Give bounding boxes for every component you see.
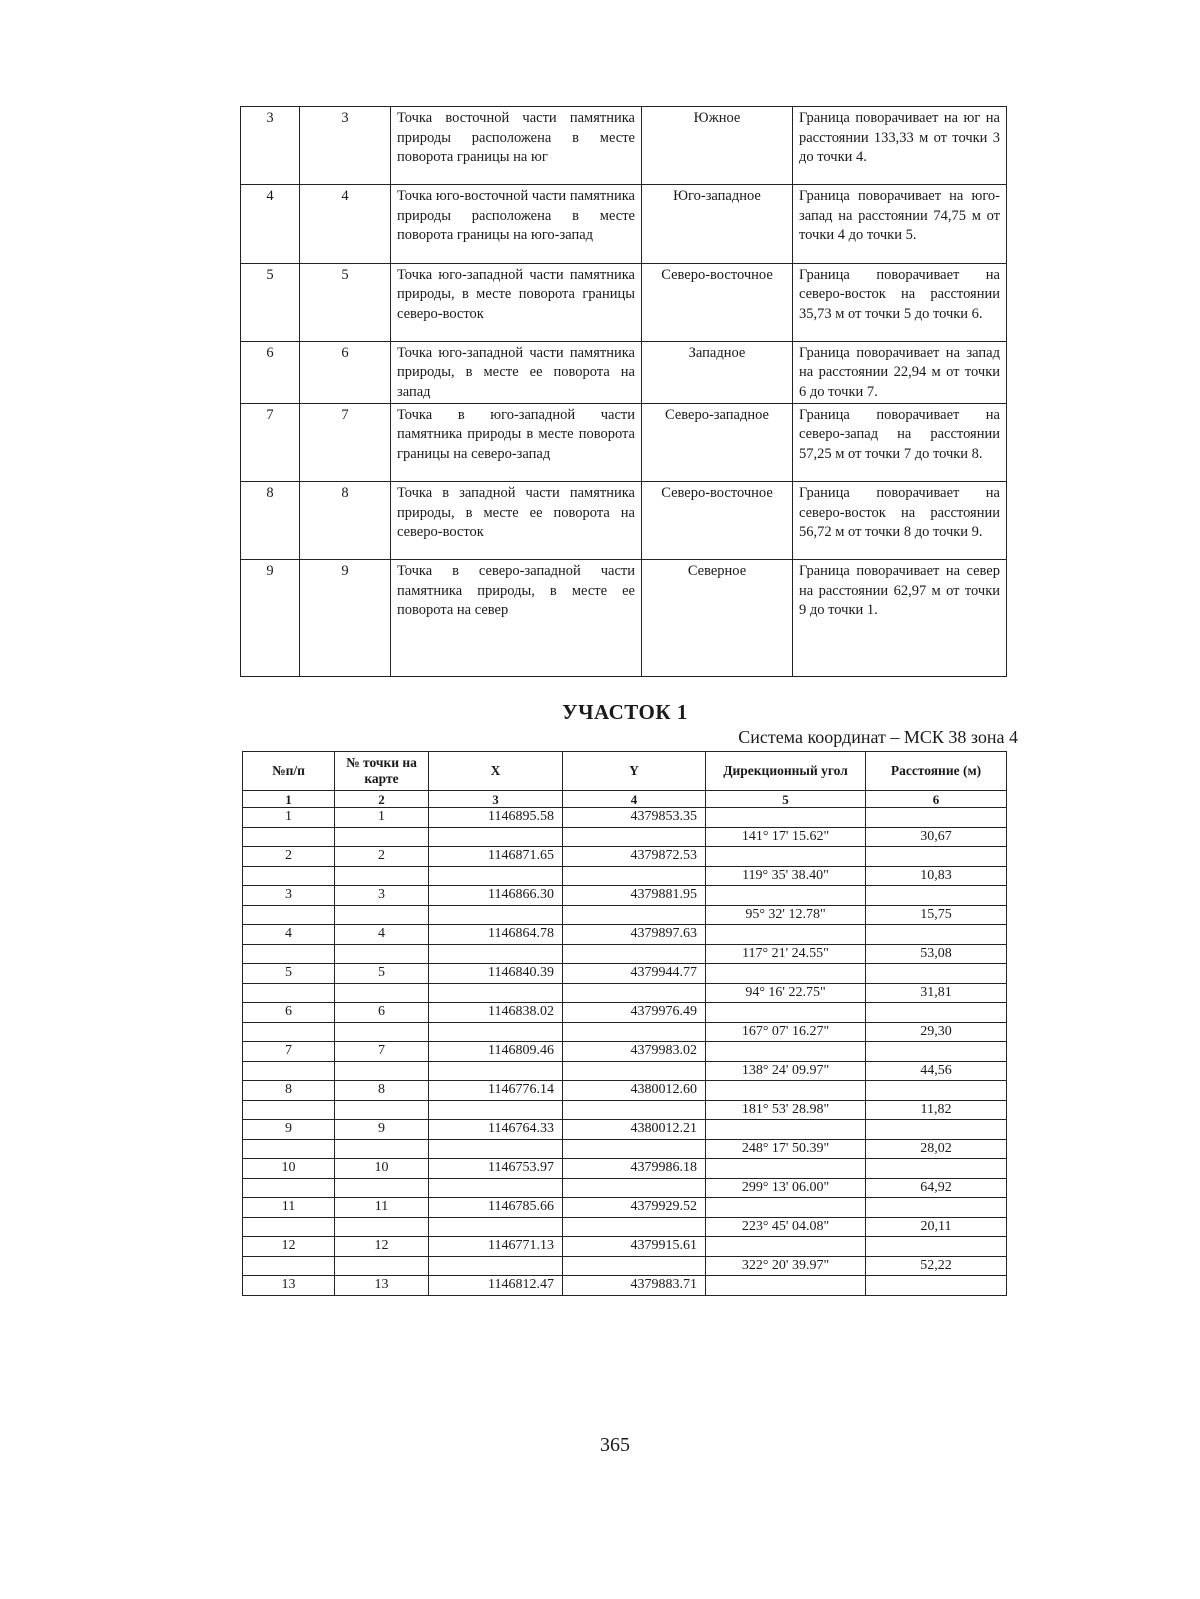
cell-number [243, 1178, 335, 1198]
cell-bearing [706, 1120, 866, 1140]
cell-distance [866, 847, 1007, 867]
cell-distance: 44,56 [866, 1061, 1007, 1081]
cell-number: 1 [243, 808, 335, 828]
cell-distance: 64,92 [866, 1178, 1007, 1198]
header-row [243, 752, 1007, 791]
table-row [243, 808, 1007, 828]
coordinates-table-body [243, 808, 1007, 1296]
cell-y [563, 944, 706, 964]
cell-number [243, 905, 335, 925]
cell-map-point [335, 866, 429, 886]
boundary-direction: Западное [642, 341, 793, 403]
cell-x [429, 1139, 563, 1159]
cell-distance [866, 1081, 1007, 1101]
cell-distance: 52,22 [866, 1256, 1007, 1276]
cell-distance: 28,02 [866, 1139, 1007, 1159]
table-row [243, 1276, 1007, 1296]
cell-bearing [706, 847, 866, 867]
cell-number: 7 [243, 1042, 335, 1062]
cell-number: 13 [243, 1276, 335, 1296]
table-row [243, 1022, 1007, 1042]
cell-bearing: 94° 16' 22.75" [706, 983, 866, 1003]
cell-distance [866, 1276, 1007, 1296]
cell-x: 1146838.02 [429, 1003, 563, 1023]
cell-bearing: 138° 24' 09.97" [706, 1061, 866, 1081]
boundary-point-row [241, 263, 1007, 341]
page-number: 365 [600, 1434, 630, 1456]
boundary-direction: Северо-восточное [642, 263, 793, 341]
cell-map-point: 8 [335, 1081, 429, 1101]
cell-map-point [335, 827, 429, 847]
cell-bearing [706, 1003, 866, 1023]
table-row [243, 1120, 1007, 1140]
cell-y: 4380012.21 [563, 1120, 706, 1140]
cell-map-point [335, 905, 429, 925]
table-row [243, 1256, 1007, 1276]
cell-y [563, 1061, 706, 1081]
cell-y [563, 905, 706, 925]
cell-map-point: 2 [335, 847, 429, 867]
boundary-note: Граница поворачивает на юго-запад на расстоянии 74,75 м от точки 4 до точки 5. [793, 185, 1007, 263]
point-description: Точка юго-западной части памятника природы, в месте ее поворота на запад [391, 341, 642, 403]
header-map-point: № точки на карте [335, 752, 429, 791]
cell-map-point: 1 [335, 808, 429, 828]
column-index: 6 [866, 791, 1007, 808]
cell-map-point [335, 983, 429, 1003]
section-title: УЧАСТОК 1 [562, 700, 688, 724]
point-description: Точка юго-западной части памятника природы, в месте поворота границы северо-восток [391, 263, 642, 341]
cell-distance: 53,08 [866, 944, 1007, 964]
map-point-number: 6 [300, 341, 391, 403]
table-row [243, 1081, 1007, 1101]
cell-y [563, 1022, 706, 1042]
cell-y: 4379853.35 [563, 808, 706, 828]
cell-distance: 15,75 [866, 905, 1007, 925]
cell-x [429, 866, 563, 886]
boundary-points-body [241, 107, 1007, 677]
cell-map-point: 12 [335, 1237, 429, 1257]
cell-x [429, 1022, 563, 1042]
cell-map-point [335, 1256, 429, 1276]
header-x: X [429, 752, 563, 791]
cell-bearing [706, 808, 866, 828]
cell-bearing: 167° 07' 16.27" [706, 1022, 866, 1042]
cell-bearing: 299° 13' 06.00" [706, 1178, 866, 1198]
cell-number [243, 944, 335, 964]
row-number: 6 [241, 341, 300, 403]
cell-x: 1146764.33 [429, 1120, 563, 1140]
cell-distance: 30,67 [866, 827, 1007, 847]
cell-number: 12 [243, 1237, 335, 1257]
cell-x: 1146785.66 [429, 1198, 563, 1218]
table-row [243, 1003, 1007, 1023]
cell-x: 1146866.30 [429, 886, 563, 906]
row-number: 3 [241, 107, 300, 185]
cell-y [563, 983, 706, 1003]
cell-distance [866, 964, 1007, 984]
cell-x: 1146840.39 [429, 964, 563, 984]
cell-distance [866, 1237, 1007, 1257]
cell-number: 5 [243, 964, 335, 984]
boundary-note: Граница поворачивает на северо-восток на расстоянии 35,73 м от точки 5 до точки 6. [793, 263, 1007, 341]
cell-y: 4379881.95 [563, 886, 706, 906]
cell-y [563, 1178, 706, 1198]
cell-bearing: 181° 53' 28.98" [706, 1100, 866, 1120]
cell-x [429, 944, 563, 964]
boundary-point-row [241, 403, 1007, 481]
cell-map-point: 10 [335, 1159, 429, 1179]
coordinate-system-caption: Система координат – МСК 38 зона 4 [738, 727, 1018, 747]
cell-distance: 31,81 [866, 983, 1007, 1003]
cell-number [243, 1217, 335, 1237]
cell-distance: 10,83 [866, 866, 1007, 886]
column-index: 2 [335, 791, 429, 808]
cell-x [429, 1178, 563, 1198]
cell-map-point: 3 [335, 886, 429, 906]
cell-x: 1146809.46 [429, 1042, 563, 1062]
cell-x: 1146771.13 [429, 1237, 563, 1257]
cell-number: 10 [243, 1159, 335, 1179]
cell-y: 4379983.02 [563, 1042, 706, 1062]
boundary-points-table [240, 106, 1007, 677]
map-point-number: 8 [300, 482, 391, 560]
row-number: 8 [241, 482, 300, 560]
cell-distance [866, 1198, 1007, 1218]
cell-bearing: 322° 20' 39.97" [706, 1256, 866, 1276]
cell-bearing: 141° 17' 15.62" [706, 827, 866, 847]
table-row [243, 1237, 1007, 1257]
cell-map-point [335, 1022, 429, 1042]
cell-y [563, 1256, 706, 1276]
point-description: Точка в юго-западной части памятника природы в месте поворота границы на северо-запад [391, 403, 642, 481]
cell-bearing [706, 964, 866, 984]
table-row [243, 1217, 1007, 1237]
table-row [243, 1159, 1007, 1179]
boundary-point-row [241, 185, 1007, 263]
cell-bearing [706, 1159, 866, 1179]
cell-number: 4 [243, 925, 335, 945]
table-row [243, 905, 1007, 925]
cell-number: 9 [243, 1120, 335, 1140]
table-row [243, 925, 1007, 945]
cell-bearing [706, 925, 866, 945]
cell-map-point [335, 944, 429, 964]
cell-x: 1146776.14 [429, 1081, 563, 1101]
cell-bearing [706, 1198, 866, 1218]
cell-map-point: 6 [335, 1003, 429, 1023]
cell-y [563, 827, 706, 847]
cell-bearing: 117° 21' 24.55" [706, 944, 866, 964]
boundary-note: Граница поворачивает на северо-запад на расстоянии 57,25 м от точки 7 до точки 8. [793, 403, 1007, 481]
table-row [243, 1178, 1007, 1198]
cell-map-point: 5 [335, 964, 429, 984]
cell-bearing [706, 1042, 866, 1062]
cell-number [243, 983, 335, 1003]
cell-number [243, 827, 335, 847]
cell-map-point: 11 [335, 1198, 429, 1218]
cell-bearing [706, 1276, 866, 1296]
cell-x: 1146895.58 [429, 808, 563, 828]
cell-map-point: 4 [335, 925, 429, 945]
cell-bearing [706, 886, 866, 906]
boundary-point-row [241, 341, 1007, 403]
cell-bearing: 119° 35' 38.40" [706, 866, 866, 886]
boundary-point-row [241, 560, 1007, 677]
table-row [243, 1061, 1007, 1081]
boundary-note: Граница поворачивает на северо-восток на расстоянии 56,72 м от точки 8 до точки 9. [793, 482, 1007, 560]
cell-number: 2 [243, 847, 335, 867]
cell-x [429, 1256, 563, 1276]
cell-y: 4380012.60 [563, 1081, 706, 1101]
table-row [243, 964, 1007, 984]
cell-y: 4379976.49 [563, 1003, 706, 1023]
point-description: Точка юго-восточной части памятника природы расположена в месте поворота границы на юго-запад [391, 185, 642, 263]
cell-x [429, 905, 563, 925]
cell-y: 4379929.52 [563, 1198, 706, 1218]
cell-distance [866, 1120, 1007, 1140]
point-description: Точка в северо-западной части памятника природы, в месте ее поворота на север [391, 560, 642, 677]
cell-bearing: 248° 17' 50.39" [706, 1139, 866, 1159]
cell-y: 4379897.63 [563, 925, 706, 945]
header-number: №п/п [243, 752, 335, 791]
map-point-number: 9 [300, 560, 391, 677]
cell-distance: 20,11 [866, 1217, 1007, 1237]
cell-bearing [706, 1081, 866, 1101]
coordinates-table-head [243, 752, 1007, 808]
cell-x: 1146864.78 [429, 925, 563, 945]
boundary-point-row [241, 482, 1007, 560]
boundary-direction: Северо-западное [642, 403, 793, 481]
map-point-number: 5 [300, 263, 391, 341]
column-index-row [243, 791, 1007, 808]
cell-number: 6 [243, 1003, 335, 1023]
cell-distance [866, 808, 1007, 828]
table-row [243, 866, 1007, 886]
cell-distance: 11,82 [866, 1100, 1007, 1120]
cell-x: 1146812.47 [429, 1276, 563, 1296]
boundary-direction: Северо-восточное [642, 482, 793, 560]
cell-map-point [335, 1100, 429, 1120]
cell-map-point [335, 1139, 429, 1159]
column-index: 3 [429, 791, 563, 808]
cell-map-point [335, 1217, 429, 1237]
cell-bearing [706, 1237, 866, 1257]
column-index: 1 [243, 791, 335, 808]
header-distance: Расстояние (м) [866, 752, 1007, 791]
table-row [243, 1042, 1007, 1062]
cell-distance [866, 1159, 1007, 1179]
cell-y: 4379883.71 [563, 1276, 706, 1296]
boundary-note: Граница поворачивает на запад на расстоянии 22,94 м от точки 6 до точки 7. [793, 341, 1007, 403]
boundary-note: Граница поворачивает на юг на расстоянии 133,33 м от точки 3 до точки 4. [793, 107, 1007, 185]
cell-x [429, 983, 563, 1003]
point-description: Точка в западной части памятника природы, в месте ее поворота на северо-восток [391, 482, 642, 560]
cell-number [243, 1100, 335, 1120]
cell-y: 4379872.53 [563, 847, 706, 867]
table-row [243, 1198, 1007, 1218]
table-row [243, 1139, 1007, 1159]
cell-y [563, 1100, 706, 1120]
table-row [243, 847, 1007, 867]
cell-x: 1146753.97 [429, 1159, 563, 1179]
cell-distance [866, 886, 1007, 906]
table-row [243, 983, 1007, 1003]
boundary-point-row [241, 107, 1007, 185]
point-description: Точка восточной части памятника природы расположена в месте поворота границы на юг [391, 107, 642, 185]
row-number: 9 [241, 560, 300, 677]
boundary-note: Граница поворачивает на север на расстоянии 62,97 м от точки 9 до точки 1. [793, 560, 1007, 677]
cell-x [429, 1100, 563, 1120]
map-point-number: 7 [300, 403, 391, 481]
table-row [243, 886, 1007, 906]
header-bearing: Дирекционный угол [706, 752, 866, 791]
cell-bearing: 223° 45' 04.08" [706, 1217, 866, 1237]
map-point-number: 4 [300, 185, 391, 263]
cell-map-point [335, 1178, 429, 1198]
cell-number [243, 1256, 335, 1276]
cell-y [563, 1139, 706, 1159]
cell-distance [866, 1042, 1007, 1062]
cell-number [243, 1022, 335, 1042]
header-y: Y [563, 752, 706, 791]
cell-number [243, 866, 335, 886]
cell-distance [866, 925, 1007, 945]
cell-y [563, 866, 706, 886]
cell-x [429, 1061, 563, 1081]
row-number: 7 [241, 403, 300, 481]
boundary-direction: Южное [642, 107, 793, 185]
table-row [243, 944, 1007, 964]
cell-distance: 29,30 [866, 1022, 1007, 1042]
cell-number [243, 1139, 335, 1159]
coordinates-table [242, 751, 1007, 1296]
cell-y: 4379915.61 [563, 1237, 706, 1257]
cell-map-point: 9 [335, 1120, 429, 1140]
cell-distance [866, 1003, 1007, 1023]
cell-number: 3 [243, 886, 335, 906]
cell-y [563, 1217, 706, 1237]
cell-x [429, 827, 563, 847]
cell-x [429, 1217, 563, 1237]
cell-y: 4379944.77 [563, 964, 706, 984]
table-row [243, 827, 1007, 847]
cell-number [243, 1061, 335, 1081]
column-index: 5 [706, 791, 866, 808]
cell-map-point: 13 [335, 1276, 429, 1296]
cell-map-point [335, 1061, 429, 1081]
cell-y: 4379986.18 [563, 1159, 706, 1179]
row-number: 5 [241, 263, 300, 341]
column-index: 4 [563, 791, 706, 808]
boundary-direction: Юго-западное [642, 185, 793, 263]
boundary-direction: Северное [642, 560, 793, 677]
map-point-number: 3 [300, 107, 391, 185]
cell-number: 8 [243, 1081, 335, 1101]
cell-bearing: 95° 32' 12.78" [706, 905, 866, 925]
cell-x: 1146871.65 [429, 847, 563, 867]
table-row [243, 1100, 1007, 1120]
cell-number: 11 [243, 1198, 335, 1218]
row-number: 4 [241, 185, 300, 263]
cell-map-point: 7 [335, 1042, 429, 1062]
